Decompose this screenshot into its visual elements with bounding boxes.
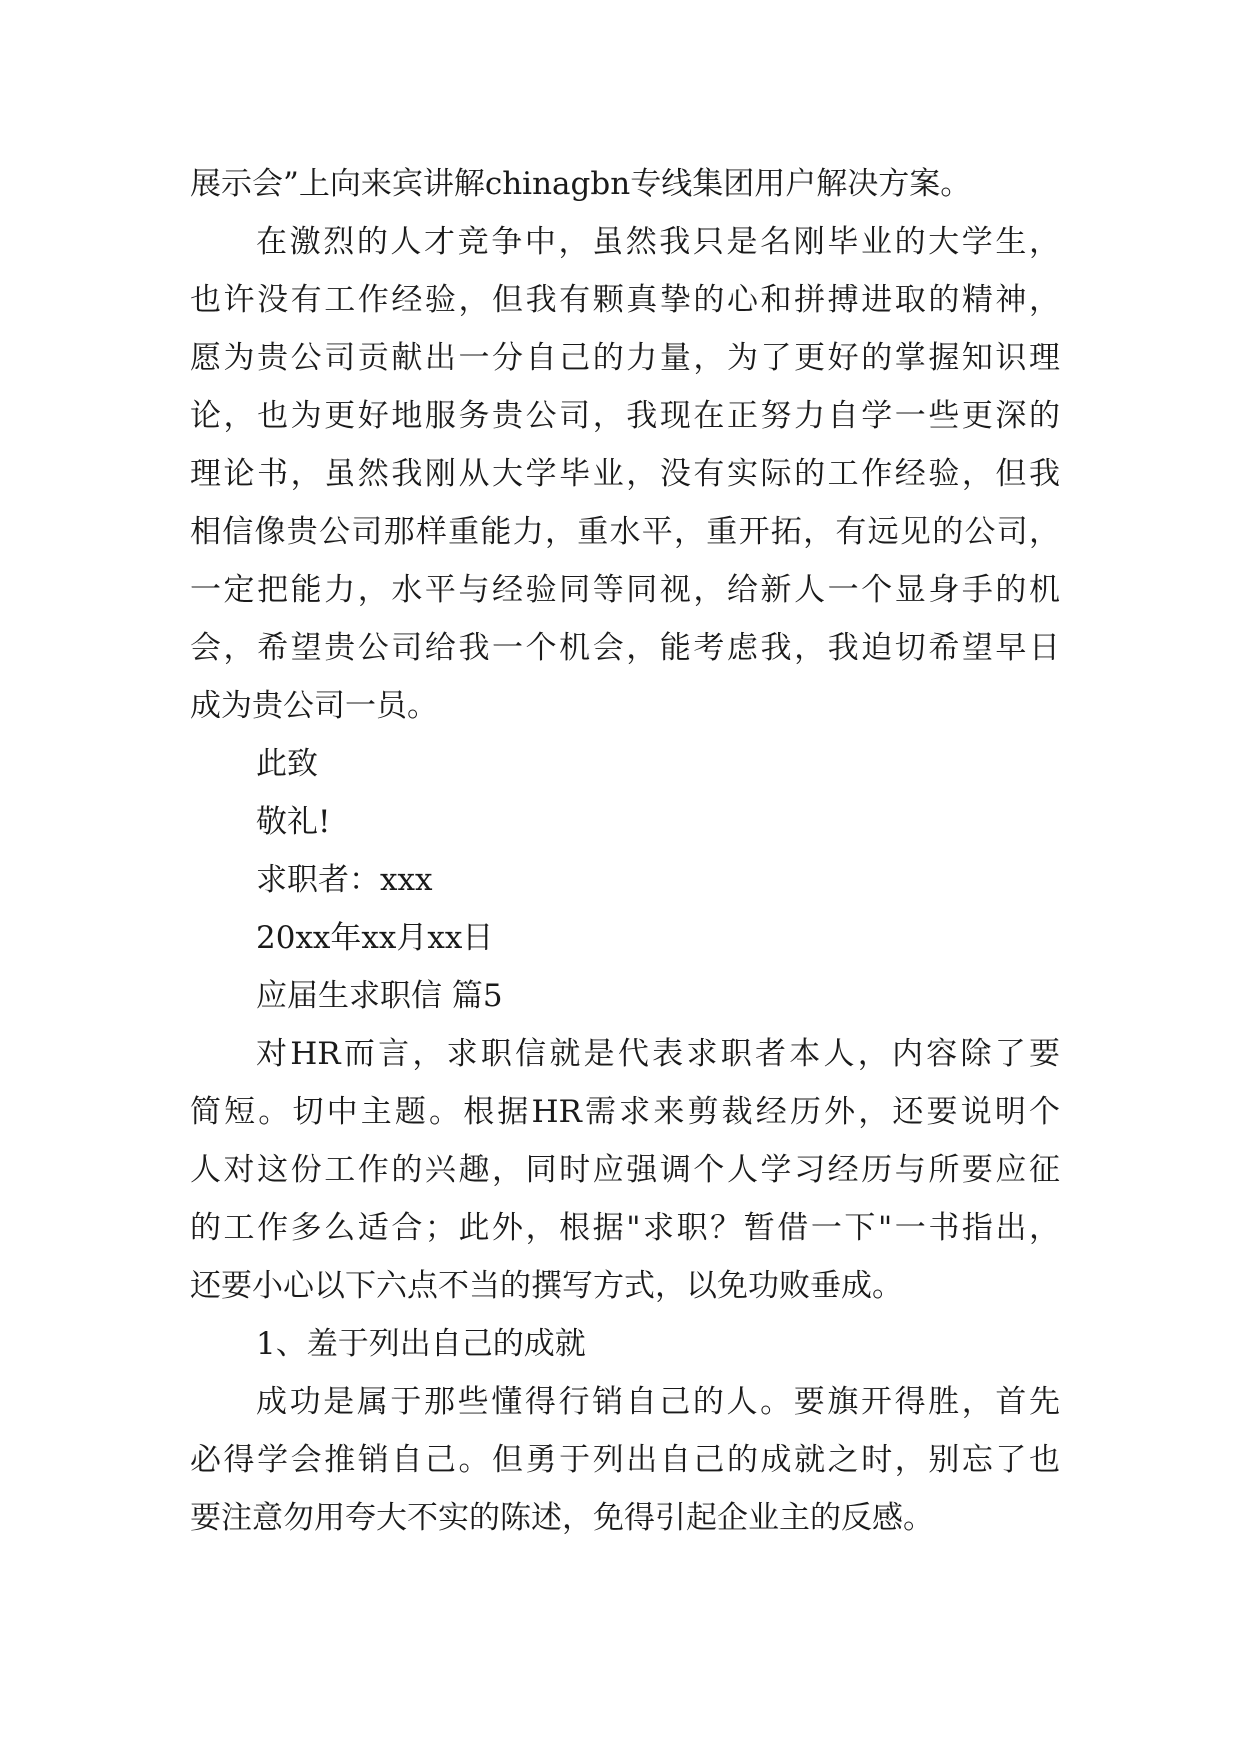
- text-line: 一定把能力，水平与经验同等同视，给新人一个显身手的机: [190, 572, 1060, 608]
- text-line: 成为贵公司一员。: [190, 688, 438, 724]
- text-line: 论，也为更好地服务贵公司，我现在正努力自学一些更深的: [190, 398, 1060, 434]
- text-line: 在激烈的人才竞争中，虽然我只是名刚毕业的大学生，: [256, 224, 1060, 260]
- text-line: 会，希望贵公司给我一个机会，能考虑我，我迫切希望早日: [190, 630, 1060, 666]
- text-line: 愿为贵公司贡献出一分自己的力量，为了更好的掌握知识理: [190, 340, 1060, 376]
- text-line: 必得学会推销自己。但勇于列出自己的成就之时，别忘了也: [190, 1442, 1060, 1478]
- text-line: 还要小心以下六点不当的撰写方式，以免功败垂成。: [190, 1268, 903, 1304]
- text-line: 人对这份工作的兴趣，同时应强调个人学习经历与所要应征: [190, 1152, 1060, 1188]
- text-line: 成功是属于那些懂得行销自己的人。要旗开得胜，首先: [256, 1384, 1060, 1420]
- text-line: 此致: [256, 746, 318, 782]
- text-line: 展示会”上向来宾讲解chinagbn专线集团用户解决方案。: [190, 166, 972, 202]
- text-line: 相信像贵公司那样重能力，重水平，重开拓，有远见的公司，: [190, 514, 1060, 550]
- text-line: 20xx年xx月xx日: [256, 920, 494, 956]
- text-line: 要注意勿用夸大不实的陈述，免得引起企业主的反感。: [190, 1500, 934, 1536]
- text-line: 求职者：xxx: [256, 862, 433, 898]
- text-line: 简短。切中主题。根据HR需求来剪裁经历外，还要说明个: [190, 1094, 1060, 1130]
- text-line: 对HR而言，求职信就是代表求职者本人，内容除了要: [256, 1036, 1060, 1072]
- document-body: [190, 155, 1060, 1547]
- text-line: 理论书，虽然我刚从大学毕业，没有实际的工作经验，但我: [190, 456, 1060, 492]
- text-line: 敬礼!: [256, 804, 331, 840]
- text-line: 1、羞于列出自己的成就: [256, 1326, 586, 1362]
- text-line: 的工作多么适合；此外，根据"求职？暂借一下"一书指出，: [190, 1210, 1060, 1246]
- text-line: 应届生求职信 篇5: [256, 978, 503, 1014]
- text-line: 也许没有工作经验，但我有颗真挚的心和拼搏进取的精神，: [190, 282, 1060, 318]
